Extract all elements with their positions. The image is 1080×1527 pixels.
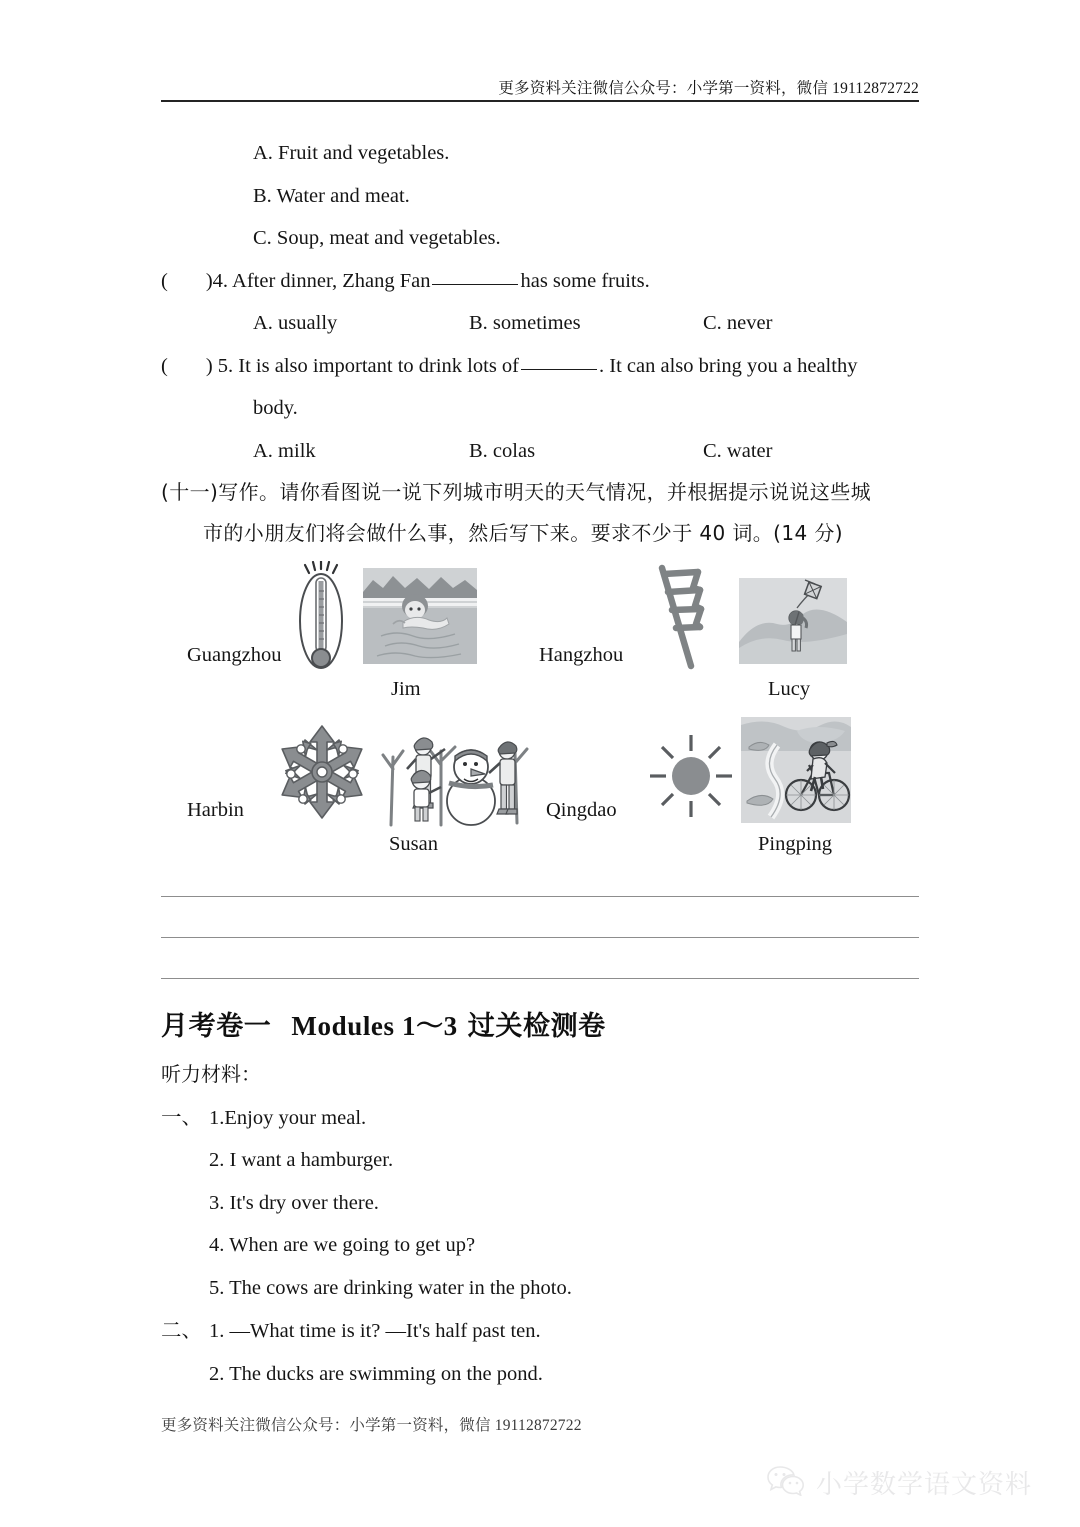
listening-part1-text-1: 1.Enjoy your meal.: [209, 1106, 367, 1129]
girl-riding-bicycle-photo: [741, 717, 851, 823]
question-5-choice-c: C. water: [703, 439, 773, 462]
boy-swimming-photo: [363, 568, 477, 664]
person-label-lucy: Lucy: [768, 678, 811, 700]
windy-flag-icon: [643, 562, 709, 672]
answer-line-1: [161, 896, 919, 897]
question-5-choice-a: A. milk: [253, 439, 316, 462]
question-5-wrap: body.: [253, 397, 298, 419]
question-4-choice-c: C. never: [703, 312, 773, 334]
question-5-blank: [521, 369, 597, 370]
person-label-susan: Susan: [389, 833, 438, 855]
picture-row-1: [161, 556, 927, 711]
listening-part1-item-5: [161, 1267, 927, 1310]
city-label-hangzhou: Hangzhou: [539, 644, 624, 666]
question-5-text-before: It is also important to drink lots of: [238, 354, 519, 377]
question-5-stem: [161, 345, 927, 388]
question-4-choices: [161, 302, 927, 345]
answer-line-3: [161, 978, 919, 979]
writing-prompt-line-2: 市的小朋友们将会做什么事，然后写下来。要求不少于 40 词。(14 分): [203, 521, 843, 545]
question-5-number: 5.: [217, 354, 234, 377]
sun-icon: [648, 733, 734, 819]
hot-thermometer-icon: [295, 561, 347, 673]
question-4-text-after: has some fruits.: [520, 269, 650, 292]
listening-part2-item-2: [161, 1353, 927, 1396]
city-label-guangzhou: Guangzhou: [187, 644, 282, 666]
listening-part2-marker: 二、: [161, 1318, 202, 1342]
answer-line-2: [161, 937, 919, 938]
listening-part2-text-1: 1. —What time is it? —It's half past ten.: [209, 1320, 541, 1342]
question-5-choices: [161, 430, 927, 473]
reading-option-a: A. Fruit and vegetables.: [253, 142, 450, 164]
page-watermark: [766, 1464, 1032, 1501]
listening-part1-text-5: 5. The cows are drinking water in the photo.: [209, 1276, 572, 1299]
answer-bracket-close: ): [205, 269, 213, 292]
reading-option-c: C. Soup, meat and vegetables.: [253, 227, 501, 249]
listening-part1-text-3: 3. It's dry over there.: [209, 1191, 379, 1214]
picture-row-2: [161, 711, 927, 866]
person-label-jim: Jim: [391, 678, 421, 700]
city-label-harbin: Harbin: [187, 799, 244, 821]
listening-part1-text-4: 4. When are we going to get up?: [209, 1234, 476, 1256]
question-5-choice-b: B. colas: [469, 439, 536, 462]
question-4-number: 4.: [212, 269, 229, 292]
exam-content: [161, 132, 927, 554]
wechat-icon: [766, 1464, 806, 1501]
reading-option-b: B. Water and meat.: [253, 184, 410, 207]
question-4-text-before: After dinner, Zhang Fan: [232, 269, 431, 292]
footer-watermark-note: 更多资料关注微信公众号：小学第一资料，微信 19112872722: [161, 1417, 582, 1434]
question-4-stem: [161, 260, 927, 303]
listening-part2-text-2: 2. The ducks are swimming on the pond.: [209, 1362, 543, 1385]
children-snowman-photo: [379, 717, 531, 827]
answer-bracket-open: (: [161, 354, 168, 377]
section-title-suffix: 过关检测卷: [467, 1011, 606, 1042]
girl-flying-kite-photo: [739, 578, 847, 664]
listening-part1-item-3: [161, 1182, 927, 1225]
snowflake-icon: [269, 719, 375, 825]
answer-bracket-open: (: [161, 269, 168, 292]
city-label-qingdao: Qingdao: [546, 799, 617, 821]
question-4-blank: [432, 284, 518, 285]
question-4-choice-b: B. sometimes: [469, 312, 581, 334]
header-watermark-note: 更多资料关注微信公众号：小学第一资料，微信 19112872722: [498, 80, 919, 97]
answer-bracket-close: ): [205, 354, 213, 377]
listening-part2-item-1: [161, 1309, 927, 1353]
header-divider: [161, 100, 919, 102]
question-5-text-after: . It can also bring you a healthy: [599, 354, 858, 377]
weather-picture-grid: [161, 556, 927, 876]
question-4-choice-a: A. usually: [253, 312, 338, 334]
person-label-pingping: Pingping: [758, 833, 833, 855]
watermark-text: 小学数学语文资料: [816, 1470, 1033, 1500]
writing-prompt-line-1: (十一)写作。请你看图说一说下列城市明天的天气情况，并根据提示说说这些城: [161, 480, 872, 504]
section-title: [161, 1004, 606, 1043]
listening-part1-text-2: 2. I want a hamburger.: [209, 1149, 394, 1171]
listening-part1-item-1: [161, 1096, 927, 1140]
listening-part1-marker: 一、: [161, 1104, 202, 1129]
listening-part1-item-2: [161, 1139, 927, 1182]
listening-part1-item-4: [161, 1224, 927, 1267]
listening-material: [161, 1053, 927, 1395]
section-title-prefix: 月考卷一: [161, 1011, 272, 1042]
section-title-modules: Modules 1～3: [291, 1011, 458, 1041]
listening-heading: 听力材料：: [161, 1062, 261, 1086]
